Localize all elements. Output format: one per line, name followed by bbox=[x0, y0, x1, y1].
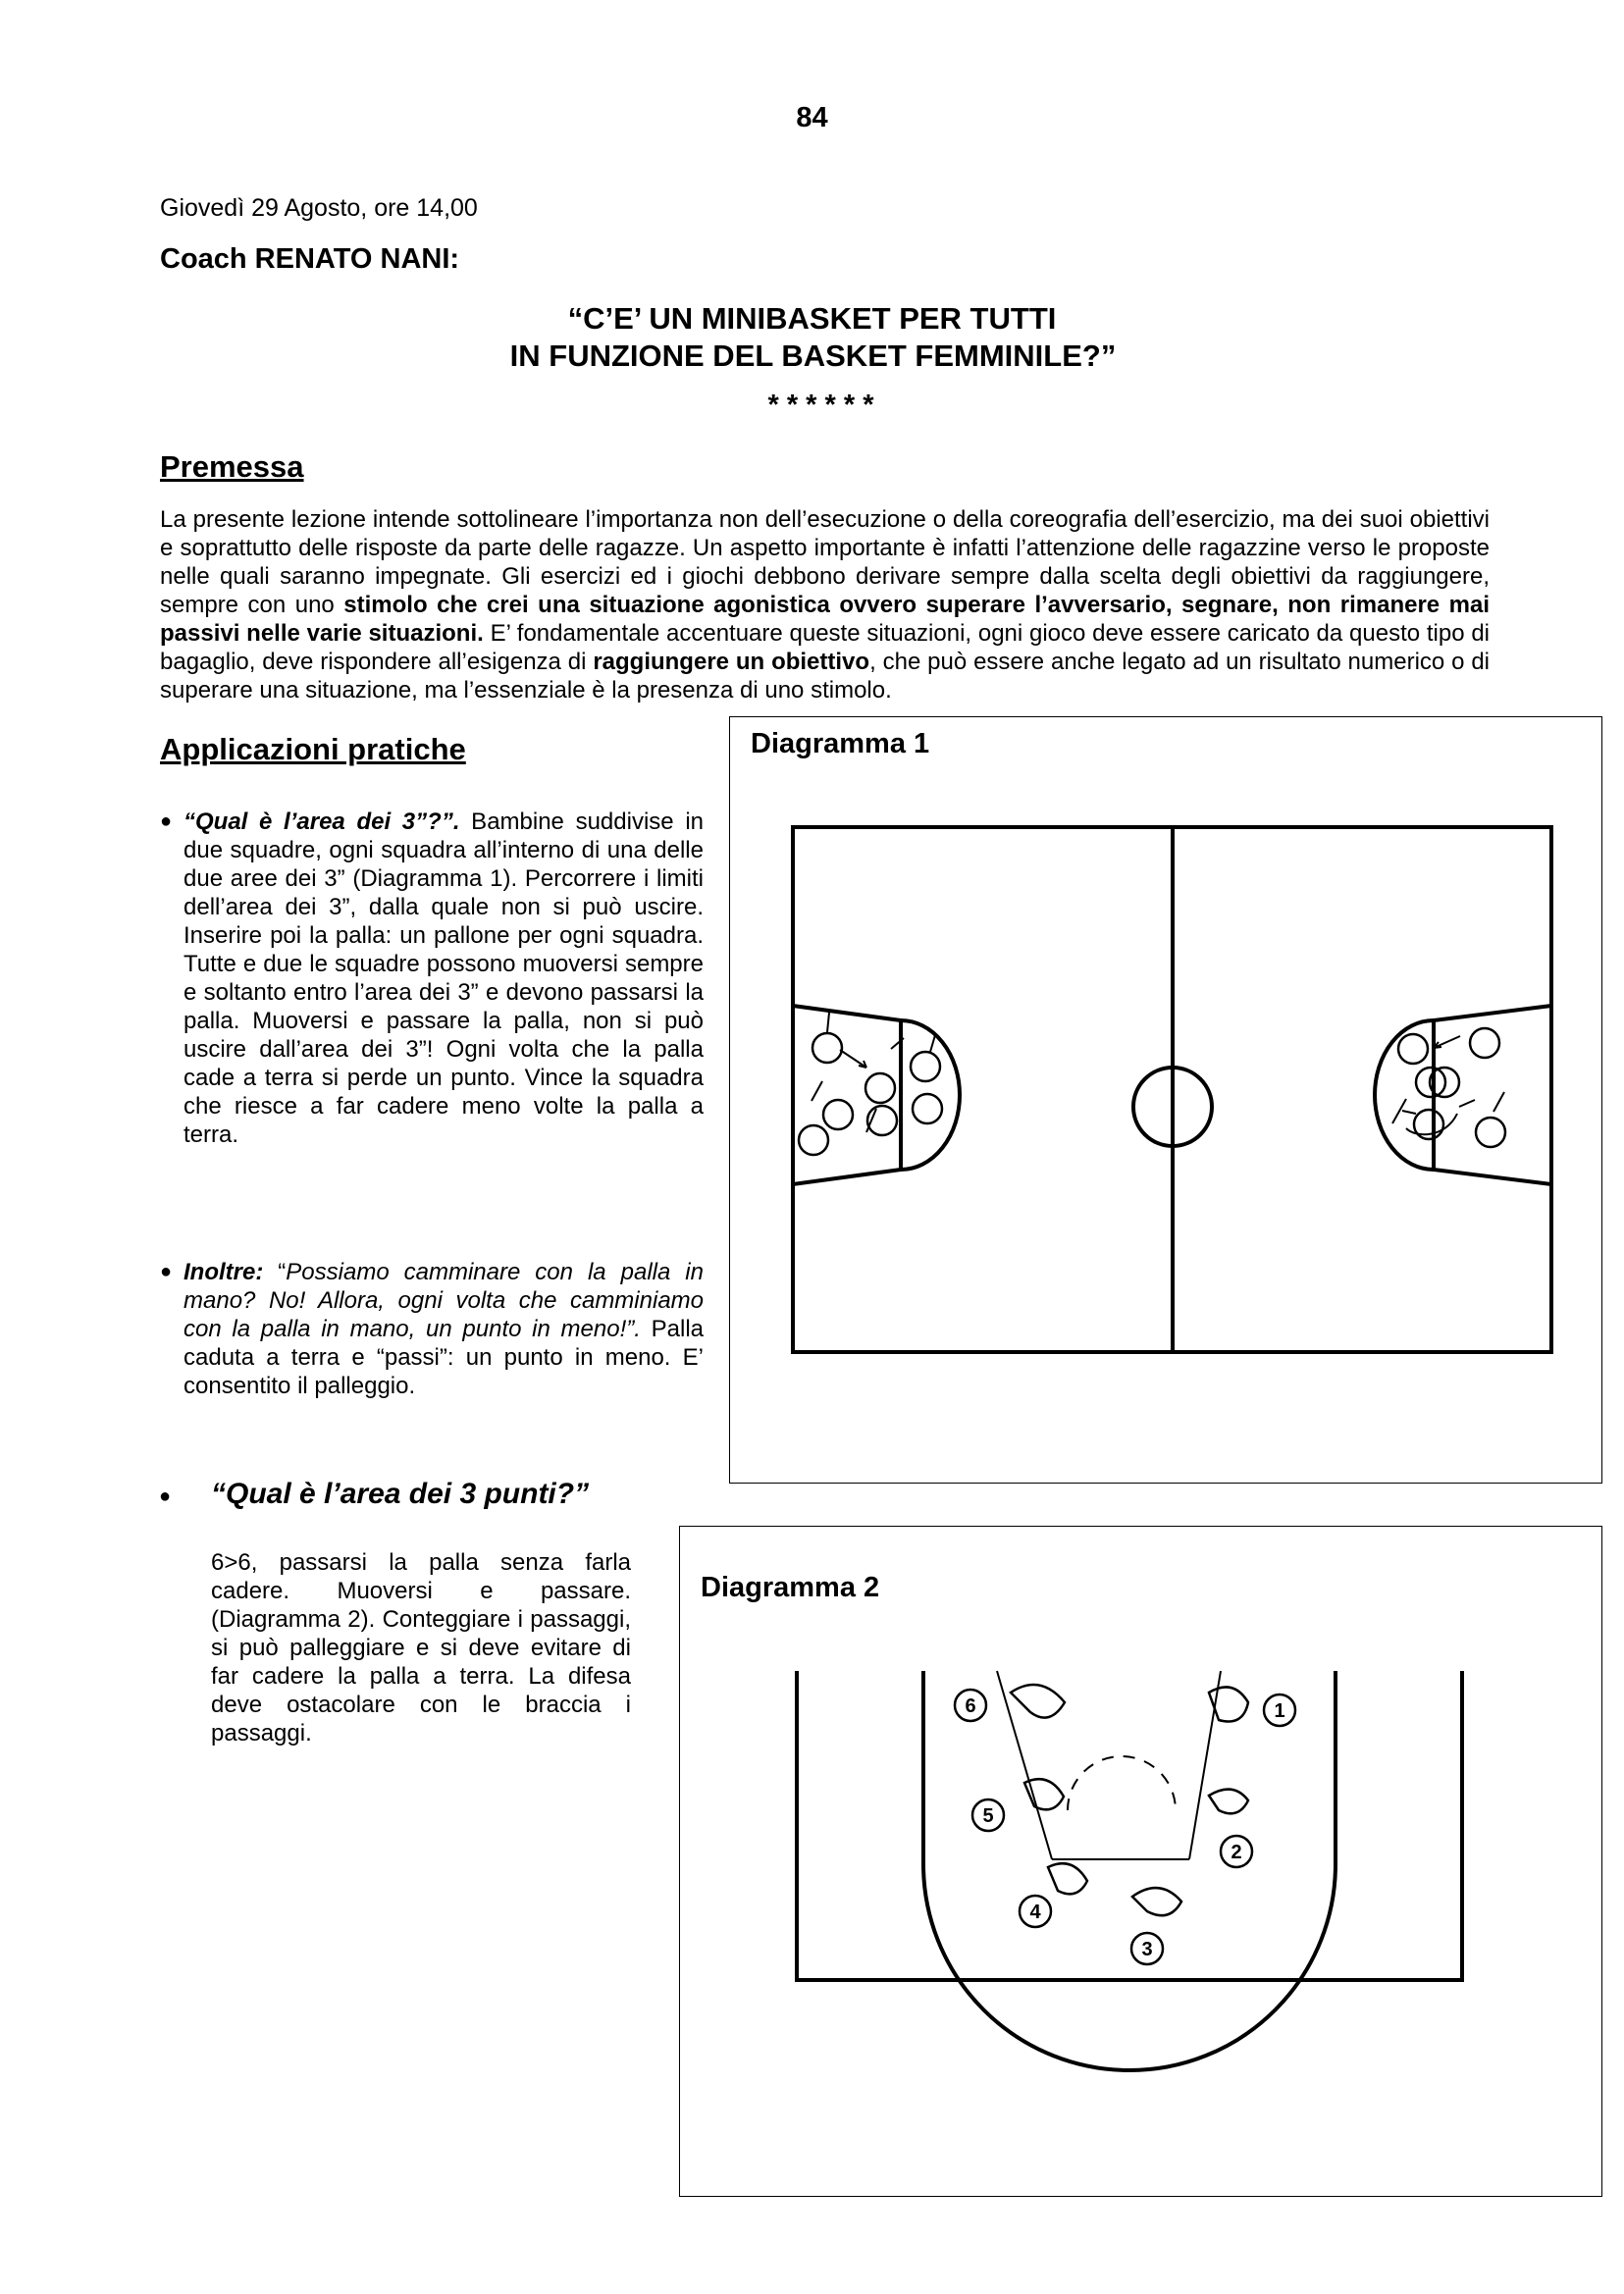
diagram-1-court bbox=[729, 716, 1602, 1484]
player-3: 3 bbox=[1141, 1939, 1153, 1960]
player-5: 5 bbox=[982, 1805, 994, 1827]
item1-text: Bambine suddivise in due squadre, ogni squadra all’interno di una delle due aree dei 3” (Diagramma 1). Percorrere i limiti dell’area dei 3”, dalla quale non si può uscire. Inserire poi la palla: un pallone per ogni squadra. Tutte e due le squadre possono muoversi sempre e soltanto entro l’area dei 3” e devono passarsi la palla. Muoversi e passare la palla, non si può uscire dall’area dei 3”! Ogni volta che la palla cade a terra si perde un punto. Vince la squadra che riesce a far cadere meno volte la palla a terra. bbox=[183, 808, 705, 1148]
diagram-1-label: Diagramma 1 bbox=[751, 728, 930, 759]
lane-line-left bbox=[997, 1671, 1052, 1859]
separator: * * * * * * bbox=[767, 390, 874, 421]
applicazioni-heading: Applicazioni pratiche bbox=[160, 732, 466, 766]
premessa-bold-2: raggiungere un obiettivo bbox=[593, 649, 870, 675]
bullet-dot: ● bbox=[160, 810, 173, 832]
item2-text: Palla caduta a terra e “passi”: un punto in meno. E’ consentito il palleggio. bbox=[183, 1316, 704, 1399]
court-outline bbox=[797, 1671, 1462, 1980]
right-players bbox=[1398, 1028, 1505, 1147]
premessa-text-1: La presente lezione intende sottolineare l’importanza non dell’esecuzione o della coreografia dell’esercizio, ma dei suoi obiettivi e soprattutto delle risposte da parte delle ragazze. Un aspetto importante è infatti l’attenzione delle ragazzine verso le proposte nelle quali saranno impegnate. Gli esercizi ed i giochi debbono derivare sempre dalla scelta degli obiettivi da raggiungere, sempre con uno bbox=[160, 506, 1490, 618]
three-point-line bbox=[923, 1671, 1336, 2070]
premessa-text-3: , che può essere anche legato ad un risultato numerico o di superare una situazione, ma l’essenziale è la presenza di uno stimolo. bbox=[160, 649, 1491, 704]
premessa-bold-1: stimolo che crei una situazione agonistica ovvero superare l’avversario, segnare, non rimanere mai passivi nelle varie situazioni. bbox=[160, 592, 1490, 647]
lane-line-right bbox=[1189, 1671, 1221, 1859]
players bbox=[955, 1690, 1295, 1964]
bullet-dot: ● bbox=[159, 1486, 172, 1507]
premessa-paragraph bbox=[160, 505, 1490, 704]
diagram-2-label: Diagramma 2 bbox=[701, 1572, 880, 1603]
title-line-1: “C’E’ UN MINIBASKET PER TUTTI bbox=[567, 301, 1057, 336]
left-arrows bbox=[812, 1013, 935, 1132]
item2-label: Inoltre: bbox=[183, 1259, 264, 1285]
item1-title: “Qual è l’area dei 3”?”. bbox=[183, 808, 460, 835]
player-2: 2 bbox=[1231, 1842, 1242, 1863]
diagram-2-court bbox=[679, 1526, 1602, 2197]
left-players bbox=[799, 1033, 942, 1155]
free-throw-circle-dashed bbox=[1068, 1756, 1176, 1810]
date-line: Giovedì 29 Agosto, ore 14,00 bbox=[160, 194, 478, 222]
player-6: 6 bbox=[965, 1695, 976, 1717]
page-number: 84 bbox=[796, 102, 828, 133]
coach-line: Coach RENATO NANI: bbox=[160, 243, 460, 275]
item2-quote: Possiamo camminare con la palla in mano? No! Allora, ogni volta che camminiamo con la palla in mano, un punto in meno!”. bbox=[183, 1259, 704, 1342]
left-key bbox=[793, 1006, 901, 1184]
premessa-text-2: E’ fondamentale accentuare queste situazioni, ogni gioco deve essere caricato da questo tipo di bagaglio, deve rispondere all’esigenza di bbox=[160, 620, 1490, 675]
bullet-dot: ● bbox=[160, 1261, 173, 1282]
player-4: 4 bbox=[1029, 1902, 1041, 1923]
right-arrows bbox=[1392, 1036, 1504, 1134]
player-1: 1 bbox=[1274, 1700, 1285, 1722]
bullet-item-2: ● Inoltre: “Possiamo camminare con la palla in mano? No! Allora, ogni volta che camminiamo con la palla in mano, un punto in meno!”. Palla caduta a terra e “passi”: un punto in meno. E’ consentito il palleggio. bbox=[160, 1259, 704, 1399]
item3-title: “Qual è l’area dei 3 punti?” bbox=[211, 1478, 590, 1510]
item3-text: 6>6, passarsi la palla senza farla cadere. Muoversi e passare. (Diagramma 2). Conteggiare i passaggi, si può palleggiare e si deve evitare di far cadere la palla a terra. La difesa deve ostacolare con le braccia i passaggi. bbox=[211, 1549, 631, 1747]
premessa-heading: Premessa bbox=[160, 449, 304, 484]
title-line-2: IN FUNZIONE DEL BASKET FEMMINILE?” bbox=[509, 339, 1117, 373]
bullet-item-1 bbox=[160, 808, 705, 1149]
